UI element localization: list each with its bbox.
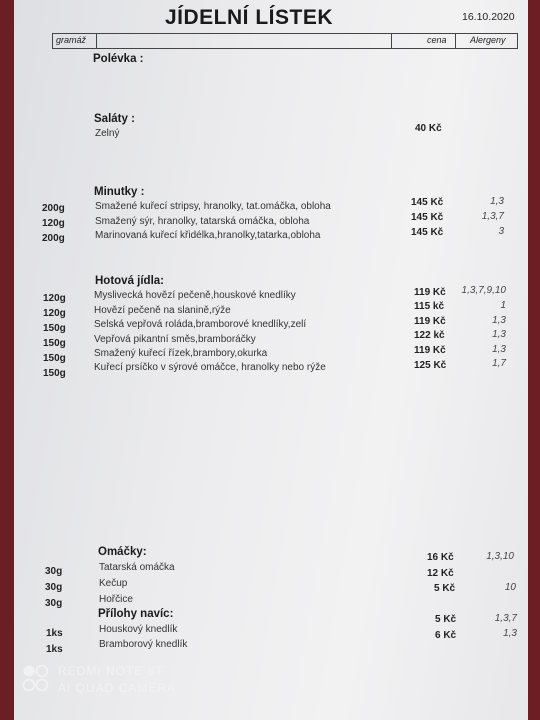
section-title-prilohy: Přílohy navíc: xyxy=(98,608,174,620)
minutky-item-price: 145 Kč xyxy=(411,197,444,208)
hotova-item-weight: 150g xyxy=(43,338,66,349)
omacky-item-price: 5 Kč xyxy=(434,583,456,594)
hotova-item-weight: 150g xyxy=(43,368,66,379)
hotova-item-allergens: 1 xyxy=(500,300,506,311)
hotova-item-weight: 150g xyxy=(43,353,66,364)
minutky-item-allergens: 1,3,7 xyxy=(481,211,504,222)
hotova-item-price: 119 Kč xyxy=(414,287,446,298)
hotova-item-price: 125 Kč xyxy=(414,360,447,371)
omacky-item-name: Tatarská omáčka xyxy=(99,562,175,573)
hotova-item-name: Selská vepřová roláda,bramborové knedlíky,zelí xyxy=(94,319,307,330)
minutky-item-weight: 200g xyxy=(42,233,65,244)
column-allergens-header: Alergeny xyxy=(470,35,506,45)
column-header-row xyxy=(52,33,518,49)
omacky-item-allergens: 10 xyxy=(504,582,516,593)
minutky-item-name: Smažený sýr, hranolky, tatarská omáčka, obloha xyxy=(95,216,310,227)
hotova-item-name: Myslivecká hovězí pečeně,houskové knedlíky xyxy=(94,290,296,301)
prilohy-item-weight: 1ks xyxy=(46,628,63,639)
hotova-item-price: 119 Kč xyxy=(414,316,446,327)
hotova-item-price: 115 kč xyxy=(414,301,445,312)
column-divider xyxy=(96,34,97,48)
salad-item-price: 40 Kč xyxy=(415,123,442,134)
menu-sheet xyxy=(14,0,528,720)
menu-title: JÍDELNÍ LÍSTEK xyxy=(164,6,334,29)
hotova-item-allergens: 1,7 xyxy=(492,358,506,369)
column-divider xyxy=(455,34,456,48)
minutky-item-allergens: 3 xyxy=(498,226,504,237)
camera-lens-icon xyxy=(22,664,50,694)
hotova-item-allergens: 1,3 xyxy=(492,329,506,340)
omacky-item-name: Kečup xyxy=(99,578,128,589)
omacky-item-name: Hořčice xyxy=(99,594,133,605)
omacky-item-weight: 30g xyxy=(45,566,63,577)
hotova-item-name: Kuřecí prsíčko v sýrové omáčce, hranolky nebo rýže xyxy=(94,362,326,373)
hotova-item-allergens: 1,3 xyxy=(492,344,506,355)
hotova-item-name: Smažený kuřecí řízek,brambory,okurka xyxy=(94,348,268,359)
hotova-item-weight: 150g xyxy=(43,323,66,334)
prilohy-item-price: 6 Kč xyxy=(435,630,457,641)
section-title-omacky: Omáčky: xyxy=(98,546,147,558)
hotova-item-weight: 120g xyxy=(43,308,66,319)
minutky-item-weight: 200g xyxy=(42,203,65,214)
hotova-item-name: Vepřová pikantní směs,bramboráčky xyxy=(94,334,256,345)
prilohy-item-allergens: 1,3,7 xyxy=(494,613,517,624)
prilohy-item-allergens: 1,3 xyxy=(503,628,517,639)
watermark-camera: AI QUAD CAMERA xyxy=(58,681,177,695)
watermark-device: REDMI NOTE 8T xyxy=(58,664,164,678)
omacky-item-price: 16 Kč xyxy=(427,552,454,563)
hotova-item-name: Hovězí pečeně na slanině,rýže xyxy=(94,305,231,316)
section-title-salads: Saláty : xyxy=(94,113,135,125)
minutky-item-name: Marinovaná kuřecí křidélka,hranolky,tatarka,obloha xyxy=(95,230,321,241)
minutky-item-price: 145 Kč xyxy=(411,227,444,238)
minutky-item-price: 145 Kč xyxy=(411,212,444,223)
prilohy-item-name: Bramborový knedlík xyxy=(99,639,188,650)
hotova-item-price: 122 kč xyxy=(414,330,445,341)
hotova-item-price: 119 Kč xyxy=(414,345,446,356)
prilohy-item-name: Houskový knedlík xyxy=(99,624,178,635)
hotova-item-weight: 120g xyxy=(43,293,66,304)
hotova-item-allergens: 1,3 xyxy=(492,315,506,326)
omacky-item-allergens: 1,3,10 xyxy=(486,551,514,562)
menu-date: 16.10.2020 xyxy=(462,11,515,23)
column-divider xyxy=(391,34,392,48)
prilohy-item-weight: 1ks xyxy=(46,644,63,655)
section-title-minutky: Minutky : xyxy=(94,186,145,198)
omacky-item-price: 12 Kč xyxy=(427,568,454,579)
minutky-item-name: Smažené kuřecí stripsy, hranolky, tat.omáčka, obloha xyxy=(95,201,331,212)
minutky-item-allergens: 1,3 xyxy=(490,196,504,207)
prilohy-item-price: 5 Kč xyxy=(435,614,457,625)
section-title-hotova-jidla: Hotová jídla: xyxy=(95,275,165,287)
omacky-item-weight: 30g xyxy=(45,582,63,593)
hotova-item-allergens: 1,3,7,9,10 xyxy=(461,285,506,296)
omacky-item-weight: 30g xyxy=(45,598,63,609)
column-weight-header: gramáž xyxy=(56,35,87,45)
section-title-soup: Polévka : xyxy=(93,53,144,65)
minutky-item-weight: 120g xyxy=(42,218,65,229)
salad-item-name: Zelný xyxy=(95,128,120,139)
column-price-header: cena xyxy=(427,35,447,45)
